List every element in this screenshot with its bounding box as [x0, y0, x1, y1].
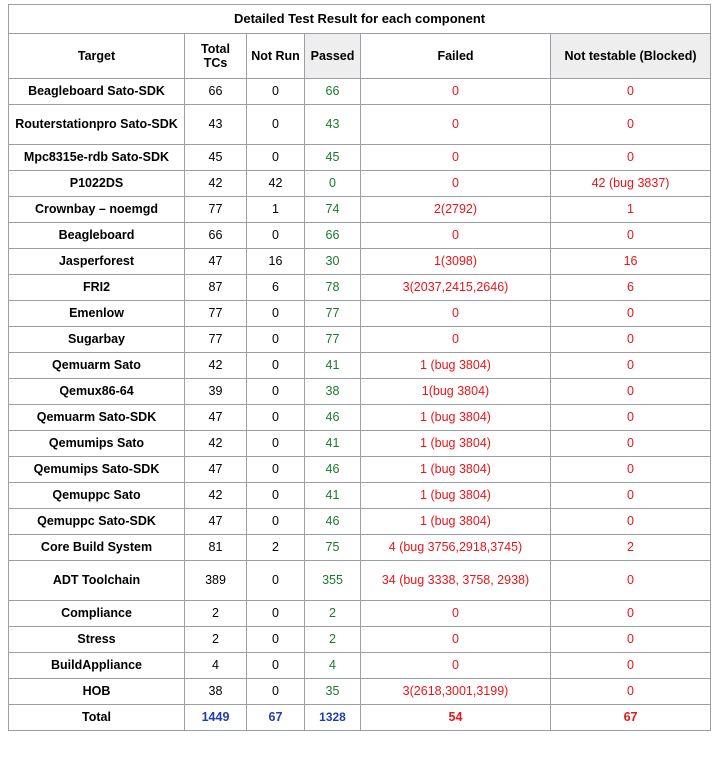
table-row: [9, 509, 711, 535]
cell-blocked: 0: [551, 223, 711, 249]
cell-total-total: 1449: [185, 705, 247, 731]
cell-passed: 46: [305, 405, 361, 431]
cell-target: Beagleboard: [9, 223, 185, 249]
cell-failed: 0: [361, 223, 551, 249]
cell-total: 42: [185, 431, 247, 457]
cell-failed: 4 (bug 3756,2918,3745): [361, 535, 551, 561]
table-row: [9, 405, 711, 431]
cell-not-run: 6: [247, 275, 305, 301]
cell-total: 39: [185, 379, 247, 405]
cell-total: 42: [185, 353, 247, 379]
cell-not-run: 0: [247, 653, 305, 679]
cell-failed: 0: [361, 327, 551, 353]
cell-passed: 66: [305, 79, 361, 105]
cell-failed: 1 (bug 3804): [361, 509, 551, 535]
cell-target: FRI2: [9, 275, 185, 301]
cell-blocked: 0: [551, 509, 711, 535]
cell-total: 66: [185, 223, 247, 249]
column-header-total-tcs: Total TCs: [185, 34, 247, 79]
cell-failed: 0: [361, 301, 551, 327]
cell-passed: 66: [305, 223, 361, 249]
cell-total: 389: [185, 561, 247, 601]
cell-total: 47: [185, 457, 247, 483]
cell-not-run: 0: [247, 353, 305, 379]
cell-passed: 45: [305, 145, 361, 171]
cell-blocked: 6: [551, 275, 711, 301]
cell-failed: 1(3098): [361, 249, 551, 275]
cell-not-run: 0: [247, 627, 305, 653]
cell-failed: 0: [361, 653, 551, 679]
cell-not-run: 1: [247, 197, 305, 223]
cell-target: Qemuarm Sato: [9, 353, 185, 379]
cell-failed: 1 (bug 3804): [361, 353, 551, 379]
cell-not-run: 0: [247, 405, 305, 431]
cell-not-run: 0: [247, 679, 305, 705]
cell-blocked: 2: [551, 535, 711, 561]
cell-target: Beagleboard Sato-SDK: [9, 79, 185, 105]
cell-blocked: 0: [551, 379, 711, 405]
cell-target: Emenlow: [9, 301, 185, 327]
cell-total: 47: [185, 509, 247, 535]
cell-target: Qemuarm Sato-SDK: [9, 405, 185, 431]
cell-passed: 41: [305, 483, 361, 509]
cell-blocked: 0: [551, 627, 711, 653]
cell-target: Core Build System: [9, 535, 185, 561]
cell-passed: 77: [305, 327, 361, 353]
table-row: [9, 327, 711, 353]
table-total-row: [9, 705, 711, 731]
cell-target: HOB: [9, 679, 185, 705]
table-row: [9, 483, 711, 509]
cell-blocked: 0: [551, 105, 711, 145]
cell-blocked: 0: [551, 145, 711, 171]
table-row: [9, 627, 711, 653]
cell-target: Qemuppc Sato: [9, 483, 185, 509]
cell-passed: 75: [305, 535, 361, 561]
cell-target: P1022DS: [9, 171, 185, 197]
cell-total-not-run: 67: [247, 705, 305, 731]
cell-not-run: 0: [247, 483, 305, 509]
cell-target: Crownbay – noemgd: [9, 197, 185, 223]
table-body: [9, 5, 711, 731]
cell-failed: 1(bug 3804): [361, 379, 551, 405]
cell-failed: 3(2037,2415,2646): [361, 275, 551, 301]
table-row: [9, 653, 711, 679]
table-row: [9, 275, 711, 301]
cell-passed: 2: [305, 627, 361, 653]
title-row: [9, 5, 711, 34]
table-row: [9, 535, 711, 561]
cell-blocked: 1: [551, 197, 711, 223]
table-row: [9, 145, 711, 171]
cell-passed: 46: [305, 509, 361, 535]
cell-blocked: 0: [551, 405, 711, 431]
cell-failed: 0: [361, 171, 551, 197]
cell-passed: 35: [305, 679, 361, 705]
table-row: [9, 249, 711, 275]
cell-not-run: 16: [247, 249, 305, 275]
cell-not-run: 0: [247, 105, 305, 145]
cell-target: Qemux86-64: [9, 379, 185, 405]
cell-passed: 43: [305, 105, 361, 145]
cell-target: Qemumips Sato: [9, 431, 185, 457]
column-header-passed: Passed: [305, 34, 361, 79]
cell-blocked: 0: [551, 431, 711, 457]
cell-failed: 3(2618,3001,3199): [361, 679, 551, 705]
cell-passed: 74: [305, 197, 361, 223]
cell-not-run: 0: [247, 431, 305, 457]
cell-failed: 1 (bug 3804): [361, 457, 551, 483]
cell-blocked: 0: [551, 653, 711, 679]
cell-target: Qemumips Sato-SDK: [9, 457, 185, 483]
table-row: [9, 379, 711, 405]
cell-blocked: 42 (bug 3837): [551, 171, 711, 197]
cell-total: 4: [185, 653, 247, 679]
cell-total: 77: [185, 327, 247, 353]
cell-not-run: 42: [247, 171, 305, 197]
cell-total: 47: [185, 249, 247, 275]
cell-failed: 1 (bug 3804): [361, 405, 551, 431]
cell-passed: 41: [305, 353, 361, 379]
cell-target: Qemuppc Sato-SDK: [9, 509, 185, 535]
column-header-failed: Failed: [361, 34, 551, 79]
cell-total-blocked: 67: [551, 705, 711, 731]
cell-blocked: 0: [551, 601, 711, 627]
cell-total: 45: [185, 145, 247, 171]
table-row: [9, 353, 711, 379]
cell-not-run: 0: [247, 327, 305, 353]
cell-total-label: Total: [9, 705, 185, 731]
cell-not-run: 0: [247, 379, 305, 405]
cell-blocked: 0: [551, 561, 711, 601]
cell-total-passed: 1328: [305, 705, 361, 731]
table-row: [9, 171, 711, 197]
detailed-test-result-table: [8, 4, 711, 731]
cell-blocked: 0: [551, 327, 711, 353]
cell-total: 38: [185, 679, 247, 705]
column-header-not-run: Not Run: [247, 34, 305, 79]
column-header-not-testable: Not testable (Blocked): [551, 34, 711, 79]
cell-total: 77: [185, 301, 247, 327]
table-row: [9, 79, 711, 105]
cell-blocked: 0: [551, 483, 711, 509]
cell-target: Mpc8315e-rdb Sato-SDK: [9, 145, 185, 171]
cell-failed: 0: [361, 105, 551, 145]
cell-total: 43: [185, 105, 247, 145]
cell-target: Compliance: [9, 601, 185, 627]
cell-not-run: 0: [247, 561, 305, 601]
cell-blocked: 16: [551, 249, 711, 275]
cell-total: 2: [185, 627, 247, 653]
cell-failed: 1 (bug 3804): [361, 431, 551, 457]
cell-blocked: 0: [551, 301, 711, 327]
cell-failed: 1 (bug 3804): [361, 483, 551, 509]
cell-total: 66: [185, 79, 247, 105]
cell-blocked: 0: [551, 353, 711, 379]
cell-not-run: 0: [247, 457, 305, 483]
cell-not-run: 0: [247, 601, 305, 627]
cell-passed: 4: [305, 653, 361, 679]
cell-total: 87: [185, 275, 247, 301]
table-row: [9, 679, 711, 705]
cell-total: 77: [185, 197, 247, 223]
table-row: [9, 457, 711, 483]
cell-passed: 355: [305, 561, 361, 601]
cell-blocked: 0: [551, 457, 711, 483]
cell-not-run: 0: [247, 79, 305, 105]
cell-passed: 77: [305, 301, 361, 327]
cell-total-failed: 54: [361, 705, 551, 731]
cell-total: 2: [185, 601, 247, 627]
cell-passed: 46: [305, 457, 361, 483]
cell-passed: 41: [305, 431, 361, 457]
cell-failed: 0: [361, 601, 551, 627]
cell-total: 42: [185, 171, 247, 197]
cell-not-run: 0: [247, 509, 305, 535]
cell-target: BuildAppliance: [9, 653, 185, 679]
table-title: Detailed Test Result for each component: [9, 5, 711, 34]
header-row: [9, 34, 711, 79]
cell-target: Sugarbay: [9, 327, 185, 353]
cell-not-run: 0: [247, 145, 305, 171]
cell-blocked: 0: [551, 79, 711, 105]
cell-failed: 0: [361, 79, 551, 105]
cell-passed: 2: [305, 601, 361, 627]
cell-total: 47: [185, 405, 247, 431]
table-row: [9, 431, 711, 457]
table-row: [9, 301, 711, 327]
table-row: [9, 105, 711, 145]
column-header-target: Target: [9, 34, 185, 79]
cell-passed: 0: [305, 171, 361, 197]
cell-not-run: 2: [247, 535, 305, 561]
table-row: [9, 197, 711, 223]
cell-failed: 34 (bug 3338, 3758, 2938): [361, 561, 551, 601]
cell-passed: 78: [305, 275, 361, 301]
cell-blocked: 0: [551, 679, 711, 705]
cell-target: ADT Toolchain: [9, 561, 185, 601]
cell-not-run: 0: [247, 301, 305, 327]
cell-not-run: 0: [247, 223, 305, 249]
table-row: [9, 223, 711, 249]
table-row: [9, 601, 711, 627]
table-row: [9, 561, 711, 601]
cell-total: 42: [185, 483, 247, 509]
cell-target: Jasperforest: [9, 249, 185, 275]
cell-passed: 30: [305, 249, 361, 275]
cell-target: Routerstationpro Sato-SDK: [9, 105, 185, 145]
cell-failed: 2(2792): [361, 197, 551, 223]
cell-failed: 0: [361, 145, 551, 171]
cell-failed: 0: [361, 627, 551, 653]
cell-passed: 38: [305, 379, 361, 405]
cell-total: 81: [185, 535, 247, 561]
cell-target: Stress: [9, 627, 185, 653]
